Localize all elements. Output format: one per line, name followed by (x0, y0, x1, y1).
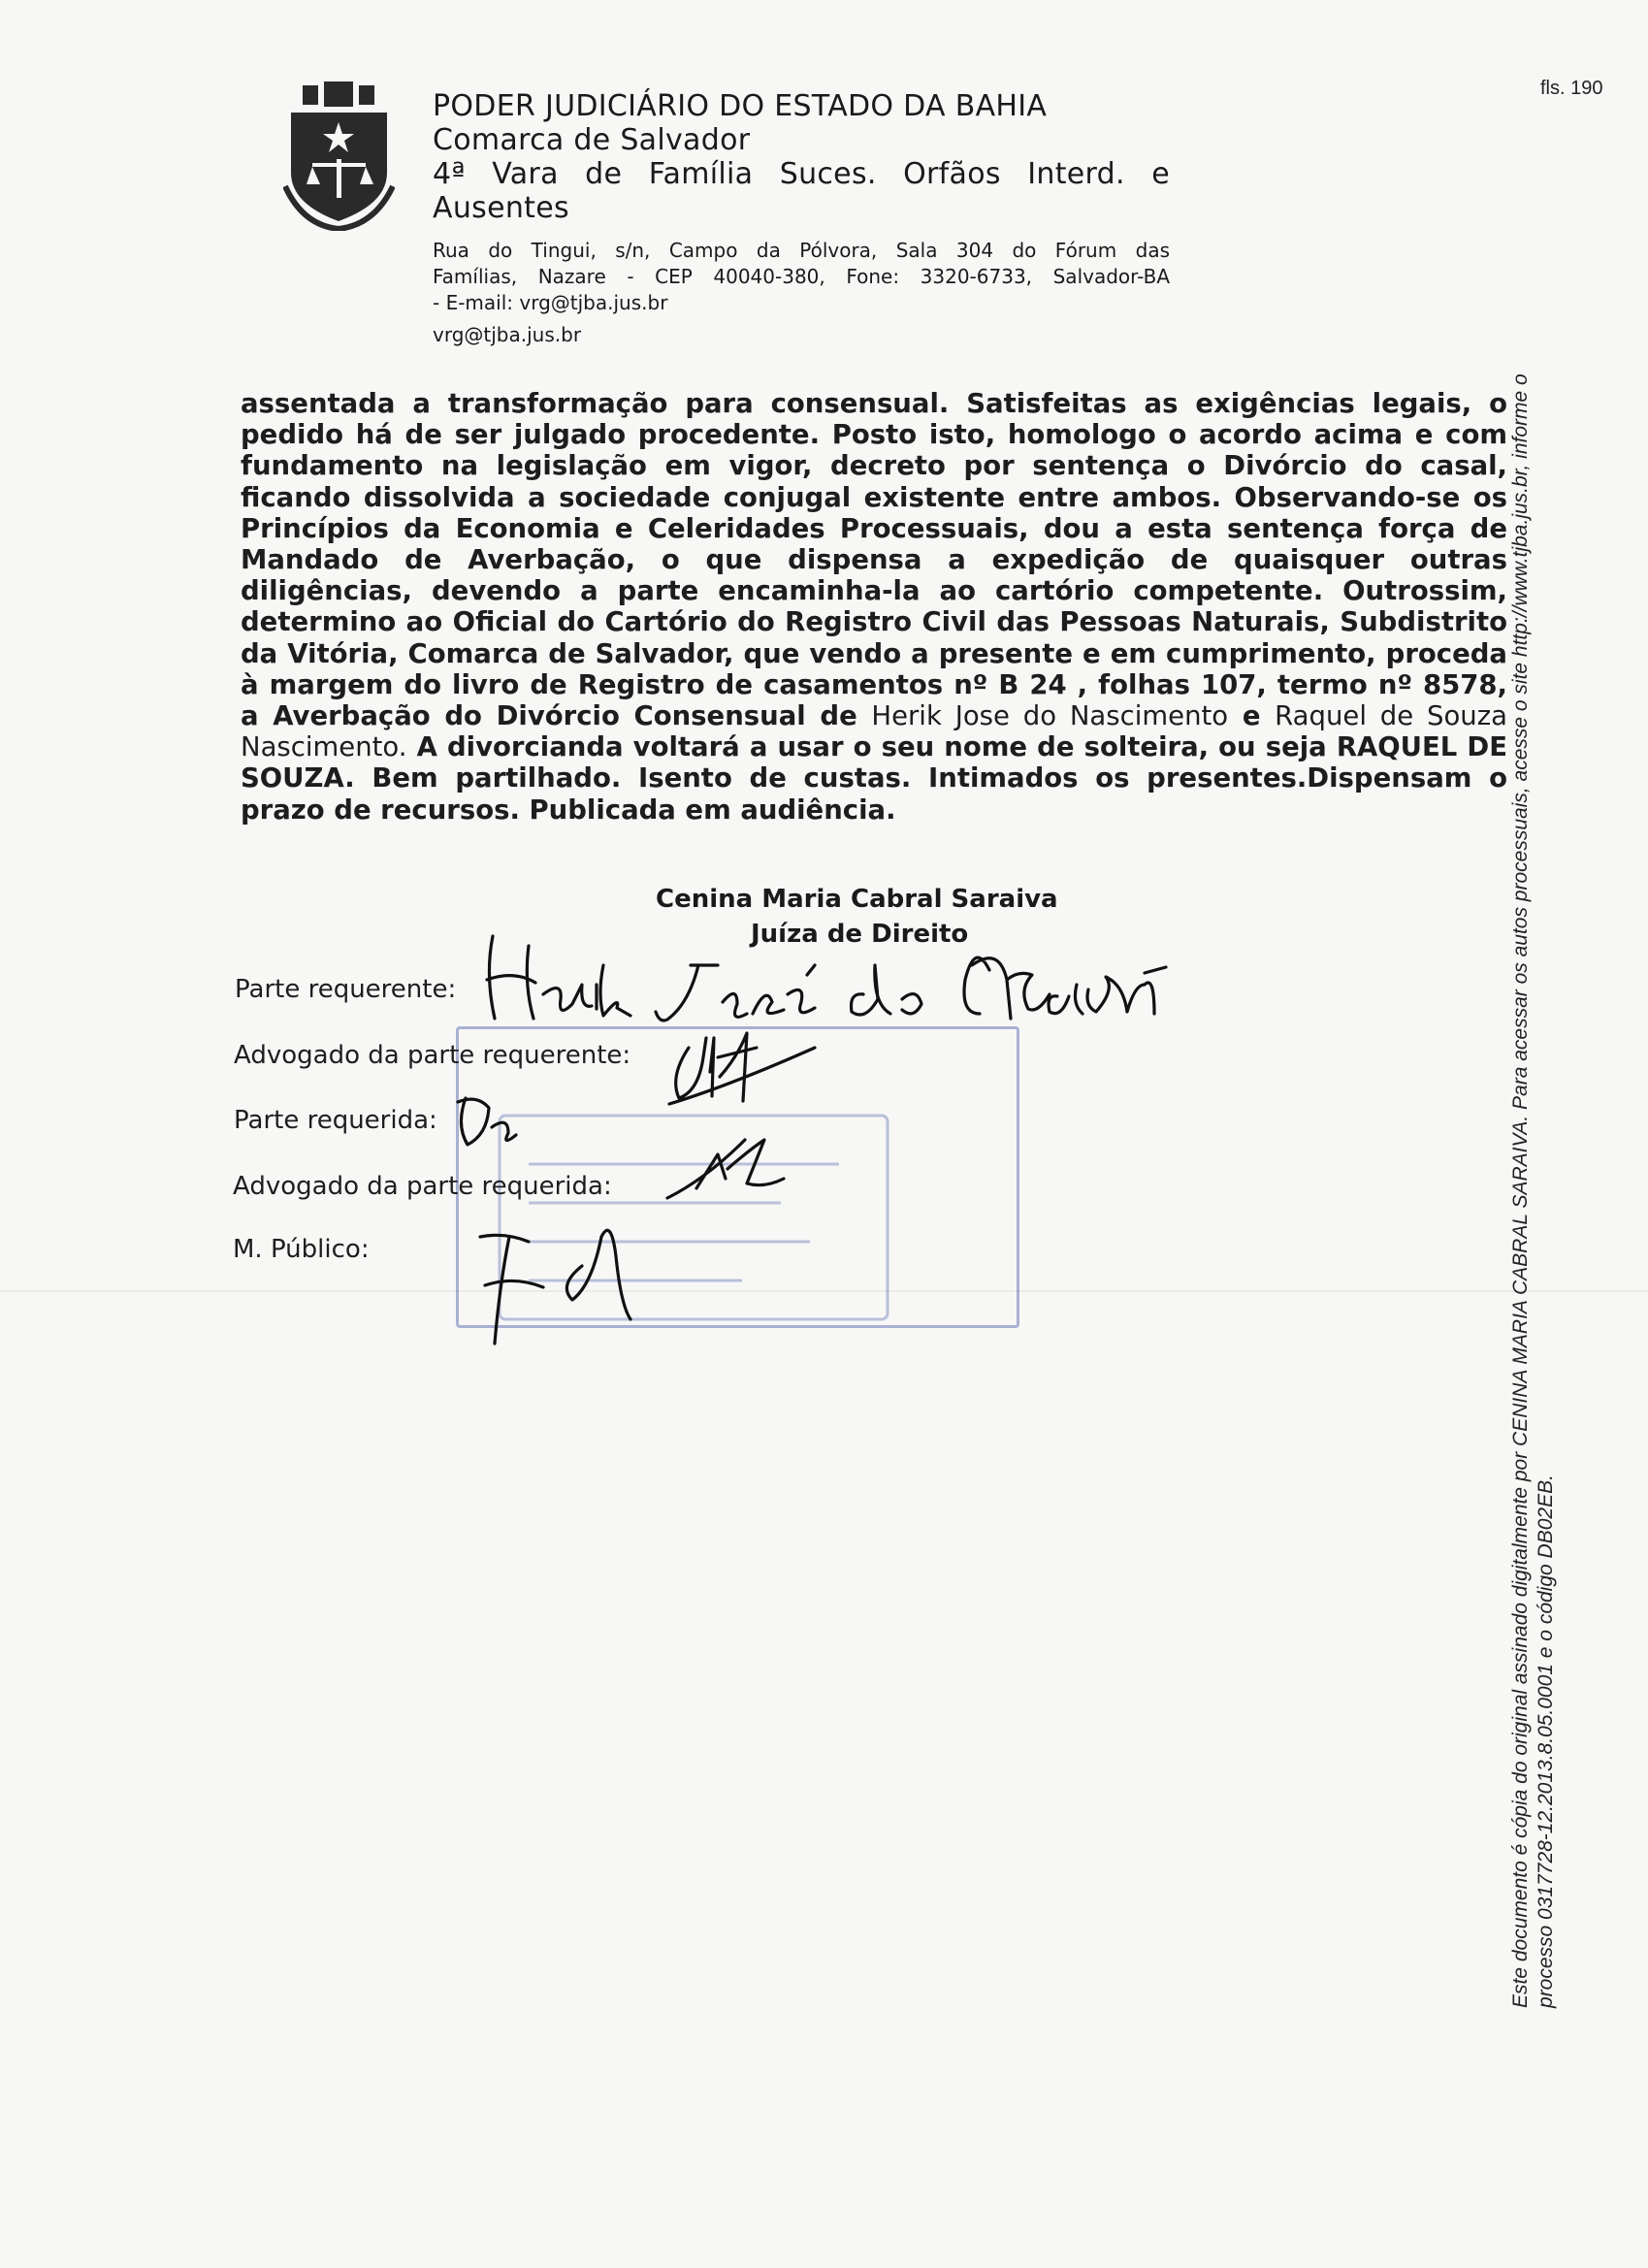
body-line-averbacao (241, 700, 1507, 731)
signature-ministerio-publico (466, 1198, 689, 1353)
body-line: à margem do livro de Registro de casamentos nº B 24 , folhas 107, termo nº 8578, (241, 668, 1507, 700)
judge-name: Cenina Maria Cabral Saraiva (656, 885, 1058, 914)
body-line: Mandado de Averbação, o que dispensa a expedição de quaisquer outras (241, 544, 1507, 576)
digital-signature-note (1508, 243, 1559, 2008)
sentence-body (241, 388, 1507, 826)
page-number: fls. 190 (1540, 78, 1603, 99)
judge-title: Juíza de Direito (751, 920, 969, 949)
side-note-line-1: Este documento é cópia do original assinado digitalmente por CENINA MARIA CABRAL SARAIVA. Para acessar os autos processuais, acesse o site http://www.tjba.jus.br, informe o (1509, 373, 1532, 2008)
label-parte-requerente: Parte requerente: (235, 975, 457, 1004)
side-note-line-2: processo 0317728-12.2013.8.05.0001 e o código DB02EB. (1535, 1474, 1557, 2008)
divorcianda-text: A divorcianda voltará a usar o seu nome de solteira, ou seja RAQUEL DE (416, 731, 1507, 763)
body-line: ficando dissolvida a sociedade conjugal existente entre ambos. Observando-se os (241, 481, 1507, 513)
body-line: SOUZA. Bem partilhado. Isento de custas. Intimados os presentes.Dispensam o (241, 762, 1507, 794)
wife-name: Raquel de Souza (1275, 700, 1508, 732)
signature-parte-requerida (448, 1086, 535, 1154)
court-header (433, 89, 1170, 225)
body-line: determino ao Oficial do Cartório do Registro Civil das Pessoas Naturais, Subdistrito (241, 606, 1507, 638)
signature-requerente (475, 926, 1174, 1033)
husband-name: Herik Jose do Nascimento (871, 700, 1229, 732)
label-parte-requerida: Parte requerida: (234, 1106, 437, 1135)
label-ministerio-publico: M. Público: (233, 1235, 370, 1264)
body-line: pedido há de ser julgado procedente. Posto isto, homologo o acordo acima e com (241, 419, 1507, 451)
address-line: Famílias, Nazare - CEP 40040-380, Fone: 3320-6733, Salvador-BA (433, 265, 1170, 288)
body-line: fundamento na legislação em vigor, decreto por sentença o Divórcio do casal, (241, 450, 1507, 482)
court-email: vrg@tjba.jus.br (433, 323, 582, 346)
body-line: da Vitória, Comarca de Salvador, que vendo a presente e em cumprimento, proceda (241, 637, 1507, 669)
label-advogado-requerente: Advogado da parte requerente: (234, 1041, 631, 1070)
court-address (433, 238, 1170, 316)
label-advogado-requerida: Advogado da parte requerida: (233, 1172, 612, 1201)
averbacao-text: a Averbação do Divórcio Consensual de (241, 700, 857, 732)
body-line: Princípios da Economia e Celeridades Processuais, dou a esta sentença força de (241, 512, 1507, 544)
body-line: assentada a transformação para consensual. Satisfeitas as exigências legais, o (241, 388, 1507, 419)
comarca: Comarca de Salvador (433, 123, 751, 157)
body-line-divorcianda (241, 731, 1507, 762)
address-line: Rua do Tingui, s/n, Campo da Pólvora, Sala 304 do Fórum das (433, 239, 1170, 262)
signature-advogado-requerida (658, 1120, 803, 1208)
conjunction: e (1242, 700, 1261, 732)
address-line: - E-mail: vrg@tjba.jus.br (433, 291, 668, 314)
surname-continuation: Nascimento. (241, 731, 407, 763)
vara-continued: Ausentes (433, 191, 569, 225)
vara: 4ª Vara de Família Suces. Orfãos Interd. e (433, 157, 1170, 191)
signature-advogado-requerente (650, 1019, 834, 1116)
court-name: PODER JUDICIÁRIO DO ESTADO DA BAHIA (433, 89, 1048, 123)
coat-of-arms-icon (283, 80, 395, 231)
body-line: prazo de recursos. Publicada em audiência. (241, 794, 896, 826)
body-line: diligências, devendo a parte encaminha-la ao cartório competente. Outrossim, (241, 575, 1507, 607)
